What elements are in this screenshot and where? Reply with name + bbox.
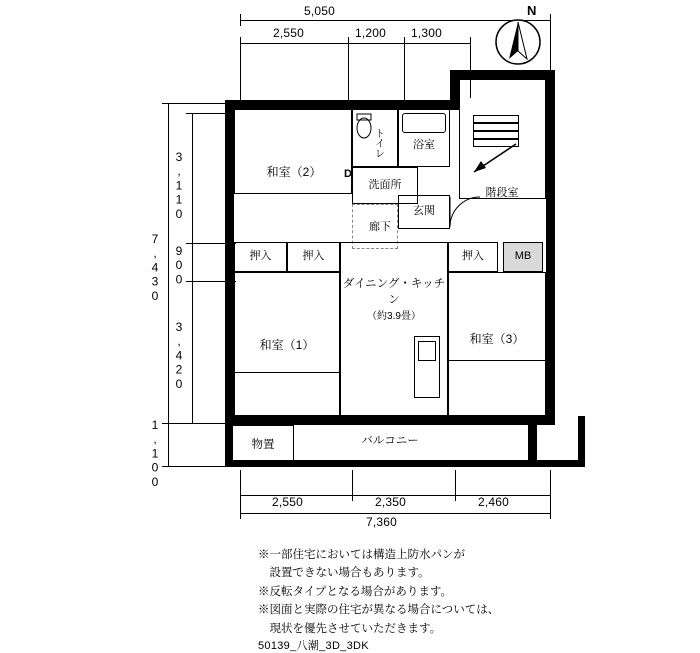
left-guide-1 (168, 103, 228, 104)
stair-step-1 (473, 115, 519, 123)
toilet-fixture-icon (355, 112, 373, 140)
note-line-5: 現状を優先させていただきます。 (258, 622, 442, 635)
bottom-segment-2-label: 2,350 (375, 495, 407, 509)
room-label-entrance: 玄関 (413, 204, 435, 217)
top-total-dimension-label: 5,050 (304, 4, 336, 18)
note-line-4: ※図面と実際の住宅が異なる場合については、 (258, 604, 500, 617)
top-segment-3-label: 1,300 (411, 26, 443, 40)
left-guide-5 (168, 423, 228, 424)
room-label-bath: 浴室 (413, 138, 435, 151)
room-label-corridor: 廊下 (369, 220, 391, 233)
room-label-closet-2: 押入 (302, 249, 325, 262)
room-label-stairs: 階段室 (485, 186, 519, 199)
left-extra-dimension-label: 1,100 (148, 418, 162, 489)
note-line-3: ※反転タイプとなる場合があります。 (258, 585, 453, 598)
bottom-total-dimension-label: 7,360 (366, 515, 398, 529)
wall-right-upper (546, 70, 555, 110)
wall-top-right (450, 70, 555, 79)
room-label-dk: ダイニング・キッチン (342, 277, 446, 306)
room-label-washroom: 洗面所 (368, 178, 402, 191)
room-washitsu-2 (234, 109, 352, 194)
note-line-2: 設置できない場合もあります。 (258, 567, 430, 580)
notes-block (258, 546, 658, 638)
wall-bottom (225, 416, 555, 425)
top-segment-1-label: 2,550 (273, 26, 305, 40)
bottom-seg-tick-4 (550, 489, 551, 501)
room-label-washitsu-3: 和室（3） (469, 332, 525, 347)
bottom-total-tick-left (240, 507, 241, 519)
bottom-total-dimension-line (240, 513, 550, 514)
room-label-dk-size: （約3.9畳） (367, 311, 421, 323)
top-segment-2-label: 1,200 (355, 26, 387, 40)
room-label-closet-1: 押入 (249, 249, 272, 262)
wall-top-main (225, 100, 450, 109)
bottom-seg-tick-3 (455, 489, 456, 501)
bath-tub-icon (402, 113, 446, 133)
washitsu-3-tatami-line (448, 360, 546, 361)
left-total-dimension-label: 7,430 (148, 232, 162, 303)
note-line-1: ※一部住宅においては構造上防水パンが (258, 549, 465, 561)
wall-right-balcony-stub (528, 416, 537, 460)
left-segment-2-label: 900 (172, 244, 186, 287)
room-label-balcony: バルコニー (361, 435, 419, 448)
left-segment-dimension-line (192, 113, 193, 423)
balcony-outer-wall-right (578, 416, 585, 467)
left-guide-6 (168, 466, 228, 467)
left-total-dimension-line (168, 103, 169, 423)
room-label-storage: 物置 (251, 439, 275, 452)
bottom-segment-3-label: 2,460 (478, 495, 510, 509)
washitsu-1-tatami-line (234, 372, 340, 373)
room-label-washitsu-1: 和室（1） (259, 338, 315, 353)
bottom-total-tick-right (550, 507, 551, 519)
bottom-seg-tick-1 (240, 489, 241, 501)
left-extra-dimension-line (168, 423, 169, 466)
room-label-mb: MB (514, 249, 532, 262)
room-label-toilet: トイレ (372, 128, 384, 158)
bottom-segment-1-label: 2,550 (272, 495, 304, 509)
kitchen-sink-basin (418, 341, 436, 361)
stair-step-2 (473, 123, 519, 131)
room-label-closet-3: 押入 (462, 249, 484, 262)
top-segment-dimension-line (240, 43, 470, 44)
balcony-outer-wall-left (225, 425, 232, 467)
bottom-seg-tick-2 (352, 489, 353, 501)
entrance-door-arc (448, 195, 482, 229)
floor-plan (220, 60, 565, 470)
stair-direction-arrow (466, 142, 526, 178)
room-label-washitsu-2: 和室（2） (266, 165, 322, 180)
wall-stair-left (450, 70, 459, 110)
door-marker-d: D (344, 168, 352, 180)
stair-step-3 (473, 131, 519, 139)
compass-north-label: N (527, 3, 537, 18)
plan-code: 50139_八潮_3D_3DK (258, 640, 369, 652)
left-segment-1-label: 3,110 (172, 150, 186, 221)
wall-left (225, 100, 234, 425)
top-total-tick-left (240, 14, 241, 26)
left-segment-3-label: 3,420 (172, 320, 186, 391)
wall-right (546, 100, 555, 425)
